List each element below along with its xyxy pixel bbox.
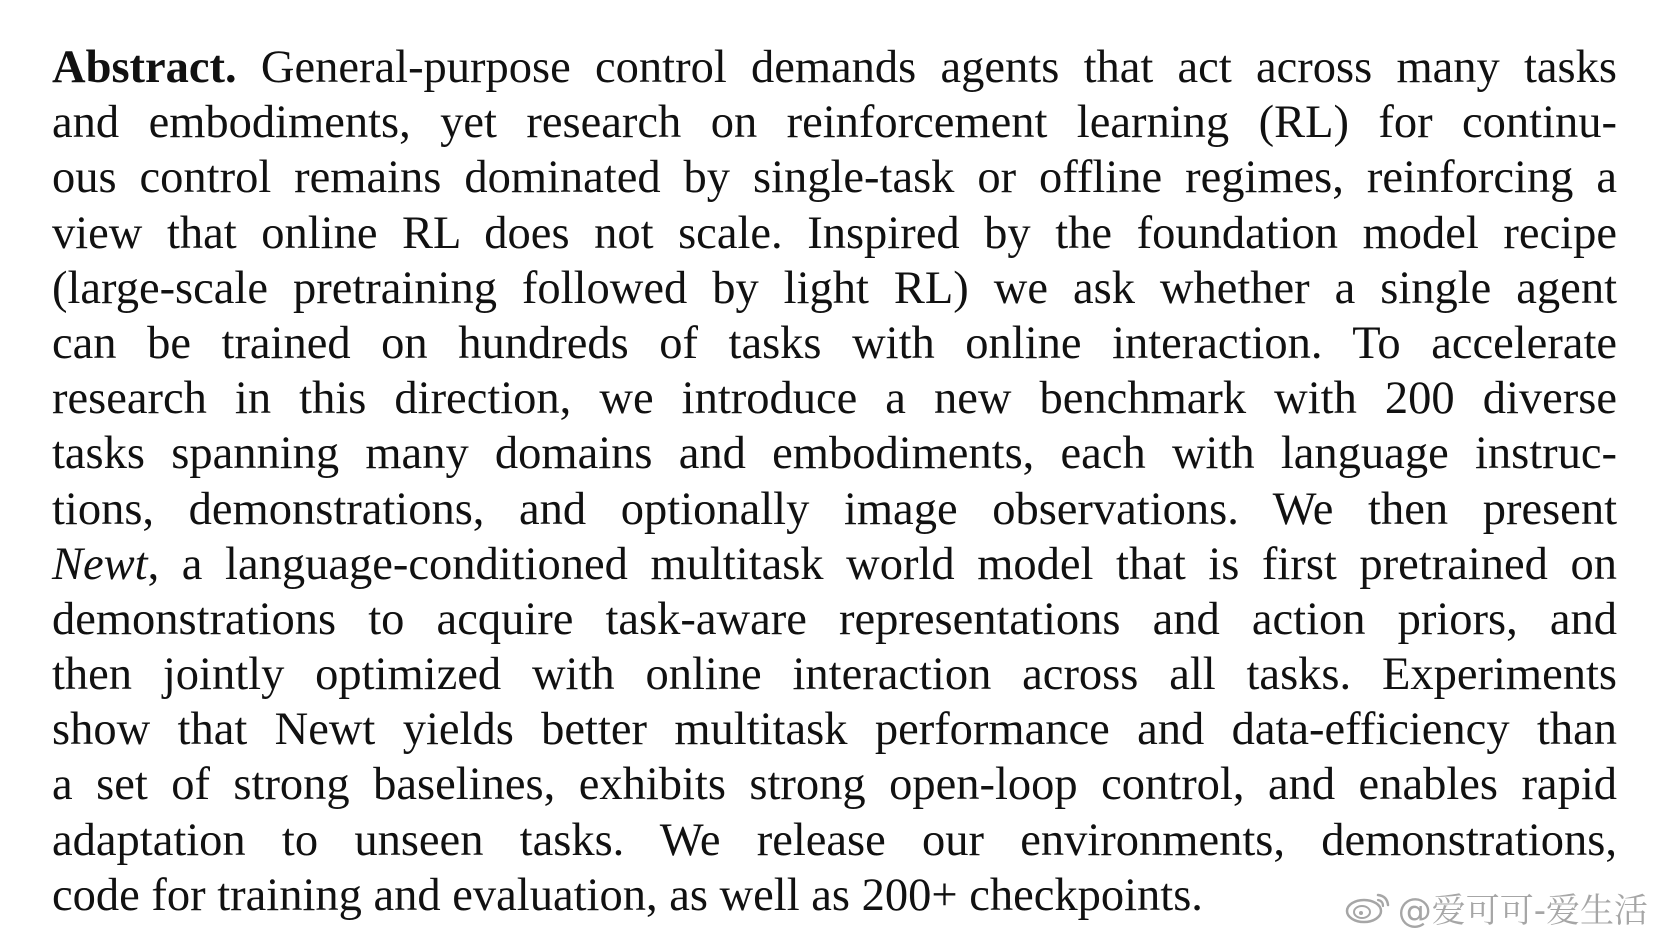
abstract-line: tasks spanning many domains and embodiments, each with language instruc- bbox=[52, 428, 1617, 480]
abstract-line: research in this direction, we introduce a new benchmark with 200 diverse bbox=[52, 373, 1617, 425]
abstract-line: and embodiments, yet research on reinforcement learning (RL) for continu- bbox=[52, 97, 1617, 149]
abstract-line: adaptation to unseen tasks. We release our environments, demonstrations, bbox=[52, 814, 1617, 866]
watermark-text: @爱可可-爱生活 bbox=[1397, 890, 1648, 931]
watermark bbox=[1344, 882, 1648, 932]
abstract-line: (large-scale pretraining followed by light RL) we ask whether a single agent bbox=[52, 262, 1617, 314]
abstract-line: view that online RL does not scale. Inspired by the foundation model recipe bbox=[52, 207, 1617, 259]
abstract-line: show that Newt yields better multitask performance and data-efficiency than bbox=[52, 704, 1617, 756]
abstract-paragraph bbox=[52, 40, 1617, 923]
abstract-line: Newt, a language-conditioned multitask world model that is first pretrained on bbox=[52, 538, 1617, 590]
model-name-italic: Newt bbox=[52, 538, 148, 590]
abstract-line: Abstract. General-purpose control demands agents that act across many tasks bbox=[52, 42, 1617, 93]
abstract-line: then jointly optimized with online interaction across all tasks. Experiments bbox=[52, 649, 1617, 701]
abstract-line: code for training and evaluation, as well as 200+ checkpoints. bbox=[52, 869, 1203, 921]
abstract-line: can be trained on hundreds of tasks with online interaction. To accelerate bbox=[52, 317, 1617, 369]
abstract-line: ous control remains dominated by single-task or offline regimes, reinforcing a bbox=[52, 152, 1617, 204]
abstract-line: demonstrations to acquire task-aware representations and action priors, and bbox=[52, 593, 1617, 645]
abstract-heading: Abstract. bbox=[52, 42, 237, 93]
weibo-icon bbox=[1344, 889, 1392, 925]
abstract-line: a set of strong baselines, exhibits strong open-loop control, and enables rapid bbox=[52, 759, 1617, 811]
abstract-line: tions, demonstrations, and optionally image observations. We then present bbox=[52, 483, 1617, 535]
